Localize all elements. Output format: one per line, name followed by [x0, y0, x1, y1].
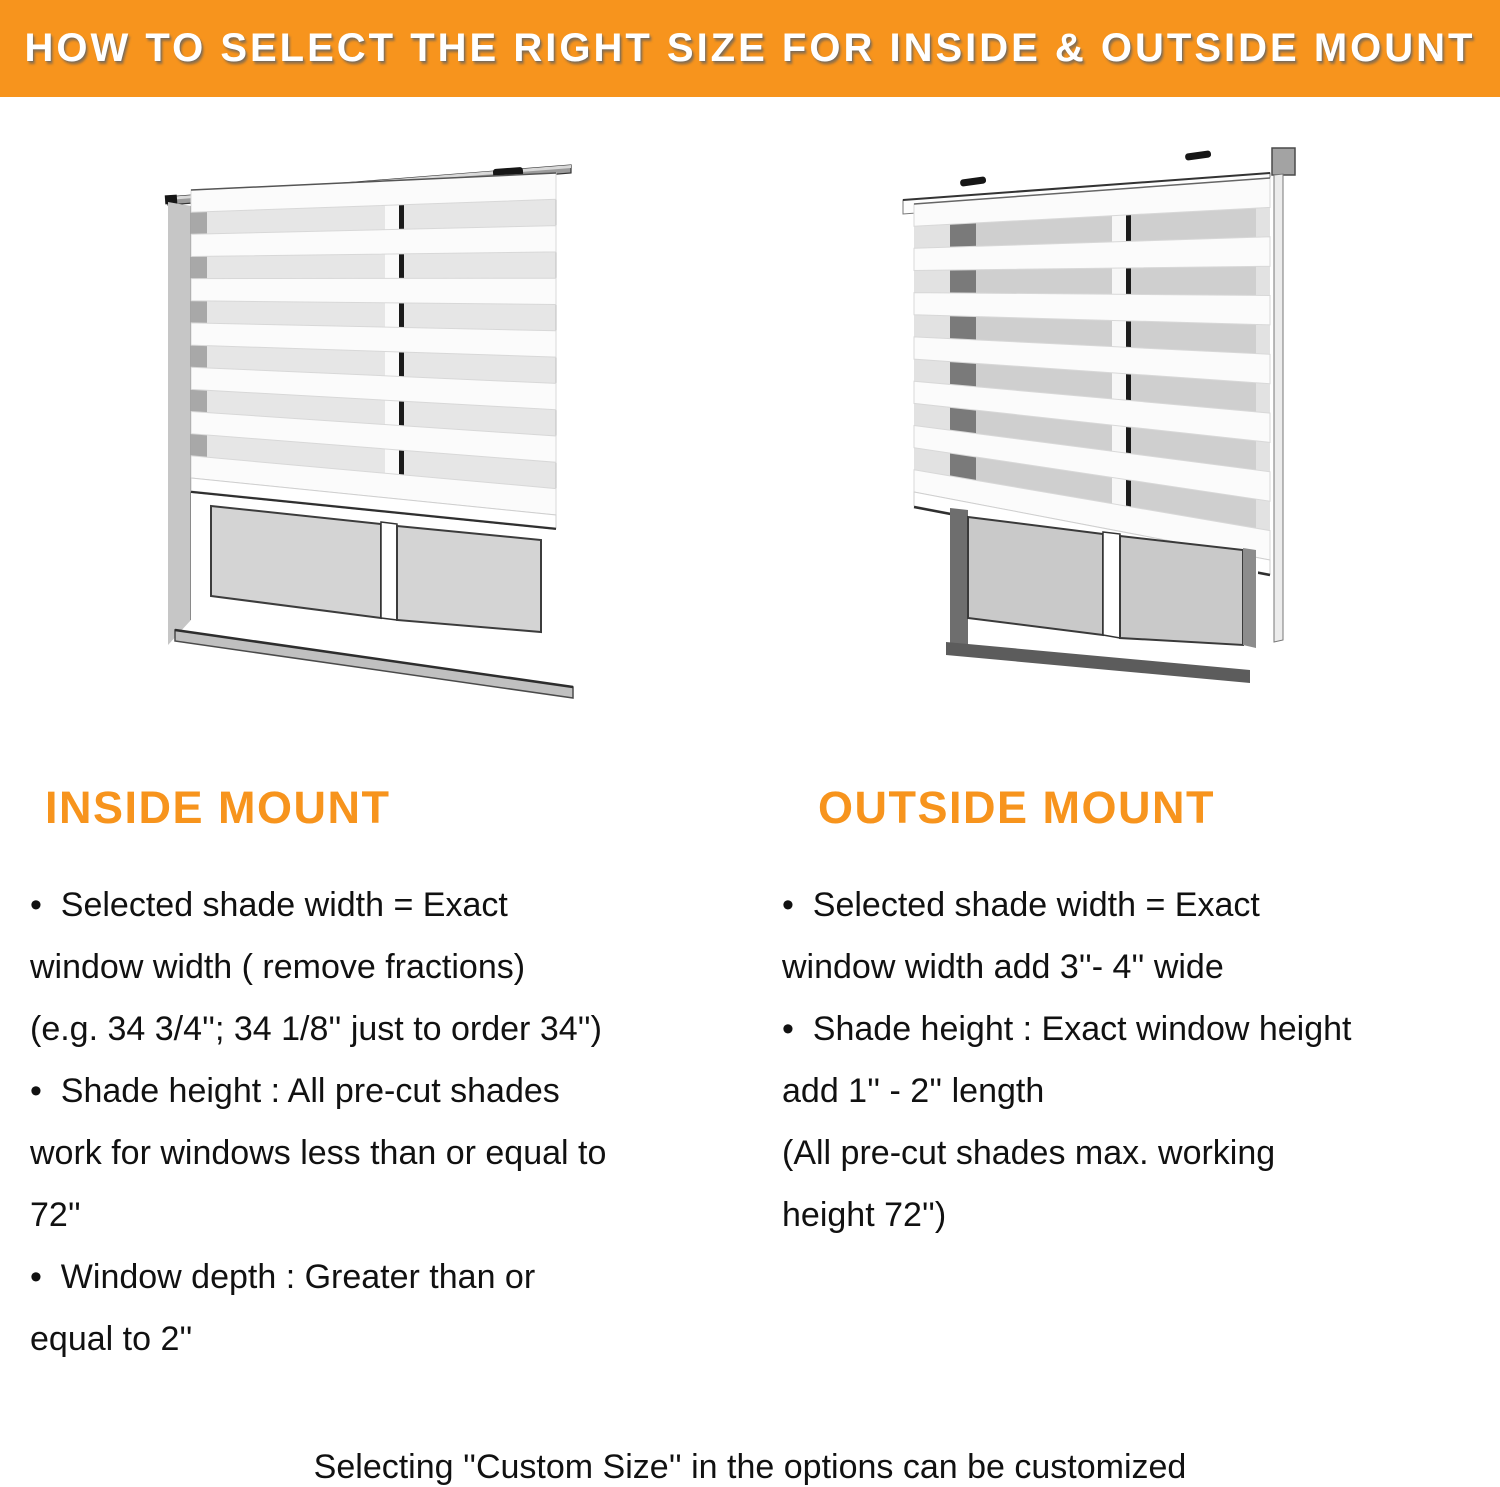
text-line: • Shade height : All pre-cut shades — [30, 1072, 560, 1110]
text-line: 72'' — [30, 1196, 81, 1234]
side-rail — [1274, 174, 1283, 642]
window-left-jamb — [168, 202, 191, 645]
text-line: window width ( remove fractions) — [30, 948, 526, 986]
text-line: work for windows less than or equal to — [30, 1134, 607, 1172]
text-line: • Selected shade width = Exact — [782, 886, 1260, 924]
custom-size-note: Selecting ''Custom Size'' in the options can be customized — [313, 1448, 1187, 1486]
inside-mount-illustration — [163, 150, 583, 720]
mounting-bracket — [1272, 148, 1295, 175]
text-line: equal to 2'' — [30, 1320, 193, 1358]
inside-mount-window-drawing — [163, 150, 583, 720]
inside-mount-heading: INSIDE MOUNT — [45, 782, 391, 833]
title-banner — [0, 0, 1500, 97]
text-line: (All pre-cut shades max. working — [782, 1134, 1276, 1172]
banner-title: HOW TO SELECT THE RIGHT SIZE FOR INSIDE & OUTSIDE MOUNT — [24, 26, 1476, 70]
outside-mount-heading: OUTSIDE MOUNT — [818, 782, 1215, 833]
text-line: (e.g. 34 3/4''; 34 1/8'' just to order 34'') — [30, 1010, 602, 1048]
text-line: add 1'' - 2'' length — [782, 1072, 1045, 1110]
inside-mount-text-block — [30, 874, 730, 1370]
outside-mount-illustration — [898, 140, 1310, 715]
text-line: window width add 3''- 4'' wide — [782, 948, 1224, 986]
zebra-shade — [191, 173, 556, 529]
outside-mount-text-block — [782, 874, 1492, 1246]
outside-mount-window-drawing — [898, 140, 1310, 715]
text-line: • Selected shade width = Exact — [30, 886, 508, 924]
text-line: • Window depth : Greater than or — [30, 1258, 536, 1296]
text-line: • Shade height : Exact window height — [782, 1010, 1352, 1048]
text-line: height 72'') — [782, 1196, 947, 1234]
